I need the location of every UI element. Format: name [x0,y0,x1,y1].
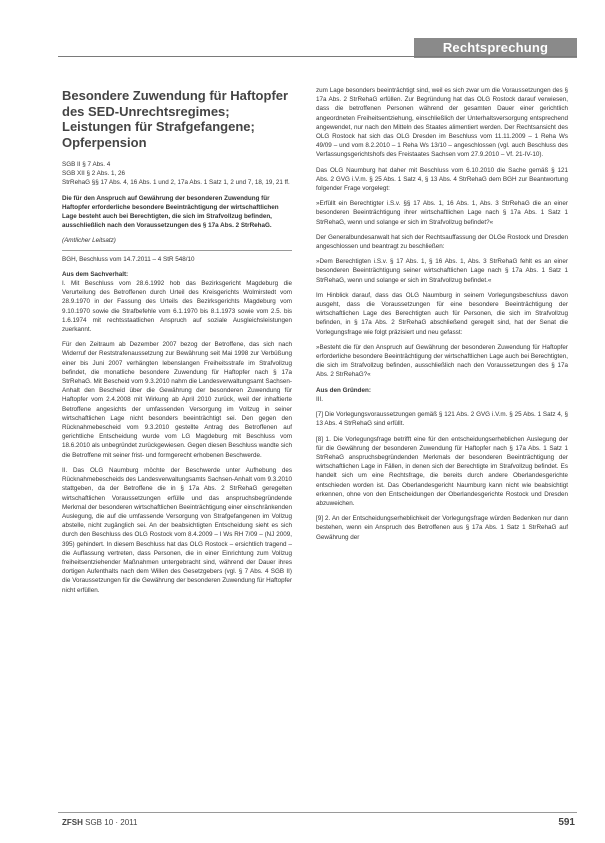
body-paragraph: zum Lage besonders beeinträchtigt sind, weil es sich zwar um die Voraussetzungen des § 17a Abs. 2 StrRehaG erfüllen. Zur Begründung hat das OLG Rostock darauf verwiesen, dass die betroffenen Personen während der gesamten Dauer einer gerichtlich angeordneten Freiheitsentziehung, einschließlich der Unterhaltsversorgung entsprechend angewendet, nur nach den Mitteln des Staates alimentiert werden. Der Rechtsansicht des OLG Rostock hat sich das OLG Dresden im Beschluss vom 11.11.2009 – 1 Reha Ws 49/09 – und vom 8.2.2010 – 1 Reha Ws 13/10 – angeschlossen (vgl. auch Beschluss des Verfassungsgerichtshofs des Freistaates Sachsen vom 27.9.2010 – Vf. 21-IV-10). [316,87,568,159]
body-paragraph: Der Generalbundesanwalt hat sich der Rechtsauffassung der OLGe Rostock und Dresden angeschlossen und beantragt zu beschließen: [316,233,568,251]
reformulated-question: »Besteht die für den Anspruch auf Gewährung der besonderen Zuwendung für Haftopfer erforderliche besondere Beeinträchtigung der wirtschaftlichen Lage auch bei Berechtigten, die sich im Strafvollzug befinden, ausschließlich nach den Voraussetzungen des § 17a Abs. 2 StrRehaG?« [316,343,568,379]
journal-issue: 10 · 2011 [104,818,138,827]
body-paragraph: [8] 1. Die Vorlegungsfrage betrifft eine für den entscheidungserheblichen Auslegung der für die Gewährung der besonderen Zuwendung für Haftopfer nach § 17a Abs. 1 Satz 1 StrRehaG anspruchsbegründenden Merkmals der besonderen Beeinträchtigung der wirtschaftlichen Lage in Fällen, in denen sich der Berechtigte im Strafvollzug befindet. Es handelt sich um eine Rechtsfrage, die bereits durch andere Oberlandesgerichte entschieden worden ist. Das Oberlandesgericht Naumburg kann nicht wie beabsichtigt erkennen, ohne von den Entscheidungen der Oberlandesgerichte Rostock und Dresden abzuweichen. [316,435,568,507]
official-headnote-label: (Amtlicher Leitsatz) [62,237,116,245]
left-column [62,88,292,601]
facts-heading: Aus dem Sachverhalt: [62,270,129,278]
reasons-numeral: III. [316,395,323,403]
proposed-answer: »Dem Berechtigten i.S.v. § 17 Abs. 1, § 16 Abs. 1, Abs. 3 StrRehaG fehlt es an einer besonderen Beeinträchtigung seiner wirtschaftlichen Lage nach § 17a Abs. 1 Satz 1 StrRehaG, wenn und solange er sich im Strafvollzug befindet.« [316,258,568,284]
reasons-heading: Aus den Gründen: [316,386,371,394]
body-paragraph: Das OLG Naumburg hat daher mit Beschluss vom 6.10.2010 die Sache gemäß § 121 Abs. 2 GVG i.V.m. § 25 Abs. 1 Satz 4, § 13 Abs. 4 StrRehaG dem BGH zur Beantwortung folgender Frage vorgelegt: [316,166,568,193]
statute-reference: SGB II § 7 Abs. 4 [62,161,111,168]
right-column [316,86,568,548]
body-paragraph: I. Mit Beschluss vom 28.6.1992 hob das Bezirksgericht Magdeburg die Verurteilung des Betroffenen durch Urteil des Kreisgerichts Wolmirstedt vom 28.9.1970 in der Fassung des Urteils des Bezirksgerichts Magdeburg vom 9.10.1970 sowie die Strafbefehle vom 6.1.1970 bis 8.1.1973 sowie vom 2.5. bis 1.6.1974 mit rechtsstaatlichen Anspruch auf soziale Ausgleichsleistungen zuerkannt. [62,280,292,334]
body-paragraph: Für den Zeitraum ab Dezember 2007 bezog der Betroffene, das sich nach Widerruf der Reststrafenaussetzung zur Bewährung seit Mai 1998 zur Verbüßung einer bis Juni 2007 verhängten lebenslangen Freiheitsstrafe im Strafvollzug befindet, die monatliche besondere Zuwendung für Haftopfer nach § 17a StrRehaG. Mit Bescheid vom 9.3.2010 nahm die Landesverwaltungsamt Sachsen-Anhalt den Bescheid über die Gewährung der besonderen Zuwendung für Haftopfer vom 2.4.2008 mit Wirkung ab April 2010 zurück, weil der inhaftierte Betroffene angesichts der umfassenden Versorgung im Vollzug in seiner wirtschaftlichen Lage nicht besonders beeinträchtigt sei. Den gegen den Rücknahmebescheid vom 9.3.2010 gestellte Antrag des Betroffenen auf gerichtliche Entscheidung wurde vom LG Magdeburg mit Beschluss vom 18.6.2010 als unbegründet zurückgewiesen. Gegen diesen Beschluss wandte sich die Betroffene mit seiner frist- und formgerecht erhobenen Beschwerde. [62,341,292,459]
page-number: 591 [558,817,575,828]
body-paragraph: Im Hinblick darauf, dass das OLG Naumburg in seinem Vorlegungsbeschluss davon ausgeht, dass die Voraussetzungen für eine besondere Beeinträchtigung der wirtschaftlichen Lage des Berechtigten auch für Personen, die sich im Strafvollzug befinden, in § 17a Abs. 2 StrRehaG abschließend geregelt sind, hat der Senat die Vorlegungsfrage wie folgt präzisiert und neu gefasst: [316,291,568,336]
decision-citation: BGH, Beschluss vom 14.7.2011 – 4 StR 548/10 [62,255,195,263]
header-rule [58,56,577,57]
journal-name: ZFSH [62,818,83,827]
journal-footer [62,818,137,827]
journal-series: SGB [85,818,103,827]
divider [62,250,292,251]
statute-reference: StrRehaG §§ 17 Abs. 4, 16 Abs. 1 und 2, 17a Abs. 1 Satz 1, 2 und 7, 18, 19, 21 ff. [62,179,290,187]
referral-question: »Erfüllt ein Berechtigter i.S.v. §§ 17 Abs. 1, 16 Abs. 1, Abs. 3 StrRehaG die an einer besonderen Beeinträchtigung ihrer wirtschaftlichen Lage nach § 17a Abs. 1 Satz 1 StrRehaG, wenn und solange er sich im Strafvollzug befindet?« [316,200,568,226]
statute-reference: SGB XII § 2 Abs. 1, 26 [62,170,126,178]
body-paragraph: [9] 2. An der Entscheidungserheblichkeit der Vorlegungsfrage würden Bedenken nur dann bestehen, wenn ein Anspruch des Betroffenen aus § 17a Abs. 1 Satz 1 StrRehaG auf Gewährung der [316,515,568,541]
body-paragraph: II. Das OLG Naumburg möchte der Beschwerde unter Aufhebung des Rücknahmebescheids des Landesverwaltungsamts Sachsen-Anhalt vom 9.3.2010 stattgeben, da der Betroffene die in § 17a Abs. 2 StrRehaG geregelten wirtschaftlichen Voraussetzungen erfülle und das anspruchsbegründende Merkmal der besonderen wirtschaftlichen Beeinträchtigung einer einschränkenden Auslegung, die auf die umfassende Versorgung von Strafgefangenen im Vollzug abstelle, nicht zugänglich sei. An der beabsichtigten Entscheidung sieht es sich durch den Beschluss des OLG Rostock vom 8.4.2009 – I Ws RH 7/09 – (NJ 2009, 395) gehindert. In diesem Beschluss hat das OLG Rostock – ersichtlich tragend – die Auffassung vertreten, dass Personen, die in einer Einrichtung zum Vollzug freiheitsentziehender Maßnahmen untergebracht sind, während der Dauer ihres dortigen Aufenthalts nach dem Willen des Gesetzgebers (vgl. § 7 Abs. 4 SGB II) die Voraussetzungen für die Gewährung der besonderen Zuwendung für Haftopfer nicht erfüllen. [62,466,292,594]
body-paragraph: [7] Die Vorlegungsvoraussetzungen gemäß § 121 Abs. 2 GVG i.V.m. § 25 Abs. 1 Satz 4, § 13 Abs. 4 StrRehaG sind erfüllt. [316,411,568,428]
footer-rule [58,812,577,813]
headnote: Die für den Anspruch auf Gewährung der besonderen Zuwendung für Haftopfer erforderliche besondere Beeinträchtigung der wirtschaftlichen Lage besteht auch bei Berechtigten, die sich im Strafvollzug befinden, ausschließlich nach den Voraussetzungen des § 17a Abs. 2 StrRehaG. [62,194,279,230]
section-tag: Rechtsprechung [414,38,577,58]
statute-references [62,160,292,188]
article-title: Besondere Zuwendung für Haftopfer des SED-Unrechtsregimes; Leistungen für Strafgefangene; Opferpension [62,88,289,150]
